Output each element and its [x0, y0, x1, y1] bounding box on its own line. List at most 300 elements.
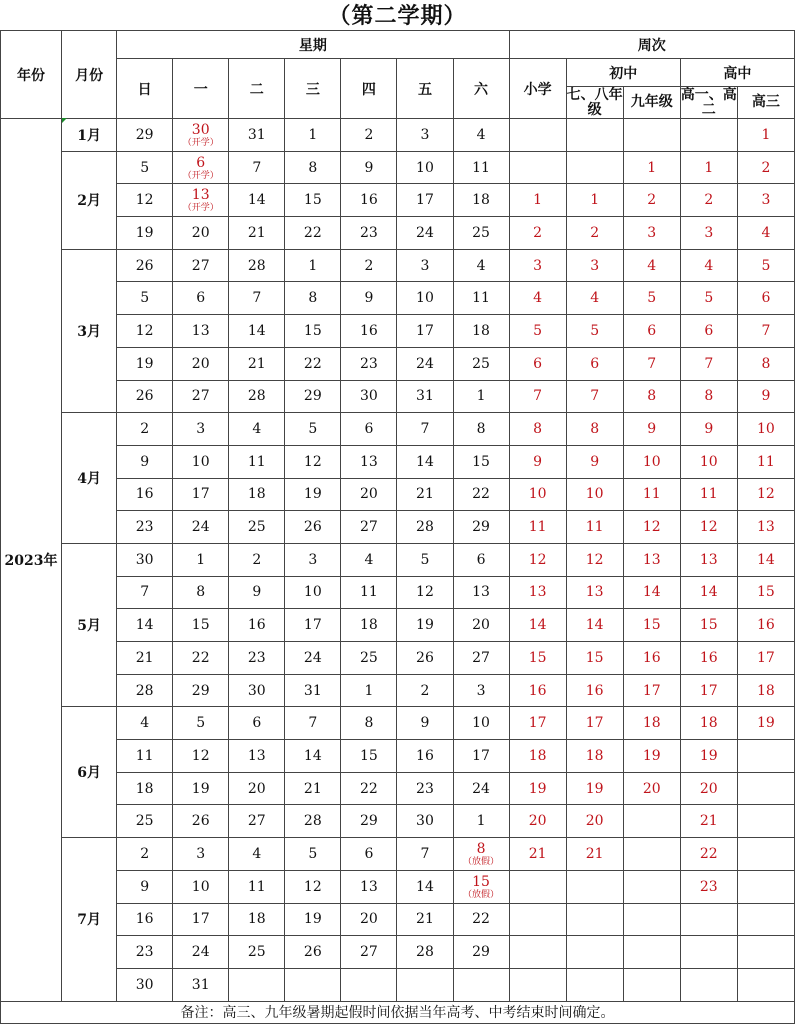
day-cell: 17 — [453, 740, 509, 773]
day-cell: 21 — [117, 642, 173, 675]
week-number-cell: 17 — [737, 642, 794, 675]
week-number-cell: 15 — [623, 609, 680, 642]
week-number-cell: 8 — [680, 380, 737, 413]
day-cell: 22 — [341, 772, 397, 805]
week-number-cell — [737, 805, 794, 838]
day-cell: 6 — [229, 707, 285, 740]
table-row — [1, 576, 795, 609]
week-number-cell: 6 — [680, 315, 737, 348]
day-cell: 26 — [117, 380, 173, 413]
week-number-cell: 2 — [509, 217, 566, 250]
header-primary: 小学 — [509, 59, 566, 119]
day-cell: 20 — [173, 347, 229, 380]
day-cell: 3 — [173, 838, 229, 871]
day-cell: 3 — [397, 119, 453, 152]
day-cell: 7 — [397, 413, 453, 446]
month-cell: 4月 — [62, 413, 117, 544]
week-number-cell: 5 — [566, 315, 623, 348]
day-cell: 27 — [229, 805, 285, 838]
day-cell: 27 — [341, 511, 397, 544]
day-cell: 29 — [341, 805, 397, 838]
week-number-cell: 10 — [680, 445, 737, 478]
week-number-cell: 7 — [680, 347, 737, 380]
day-cell: 28 — [397, 936, 453, 969]
day-cell: 8 — [341, 707, 397, 740]
day-cell: 25 — [341, 642, 397, 675]
week-number-cell: 2 — [737, 151, 794, 184]
day-cell: 10 — [173, 870, 229, 903]
header-day-mon: 一 — [173, 59, 229, 119]
week-number-cell — [566, 870, 623, 903]
day-cell: 31 — [397, 380, 453, 413]
header-day-tue: 二 — [229, 59, 285, 119]
day-cell: 29 — [453, 936, 509, 969]
week-number-cell — [509, 968, 566, 1001]
week-number-cell: 5 — [509, 315, 566, 348]
day-cell: 7 — [229, 151, 285, 184]
day-cell: 10 — [173, 445, 229, 478]
day-cell: 18 — [117, 772, 173, 805]
week-number-cell: 19 — [509, 772, 566, 805]
table-row — [1, 642, 795, 675]
week-number-cell: 18 — [566, 740, 623, 773]
week-number-cell: 12 — [509, 543, 566, 576]
week-number-cell — [509, 903, 566, 936]
week-number-cell — [737, 903, 794, 936]
day-cell: 9 — [341, 282, 397, 315]
day-cell: 31 — [285, 674, 341, 707]
day-cell: 31 — [229, 119, 285, 152]
day-cell: 28 — [285, 805, 341, 838]
day-cell: 2 — [117, 413, 173, 446]
day-cell: 1 — [285, 119, 341, 152]
day-cell: 27 — [173, 380, 229, 413]
day-cell: 7 — [229, 282, 285, 315]
day-cell: 5 — [285, 413, 341, 446]
day-cell: 12 — [285, 445, 341, 478]
table-row — [1, 380, 795, 413]
day-number: 15 — [472, 873, 490, 890]
day-cell: 25 — [453, 347, 509, 380]
day-cell: 17 — [173, 903, 229, 936]
table-row — [1, 805, 795, 838]
day-cell — [173, 151, 229, 184]
week-number-cell: 15 — [509, 642, 566, 675]
week-number-cell: 18 — [737, 674, 794, 707]
day-cell: 4 — [229, 413, 285, 446]
week-number-cell — [566, 936, 623, 969]
day-cell: 24 — [285, 642, 341, 675]
header-day-thu: 四 — [341, 59, 397, 119]
day-cell: 25 — [229, 936, 285, 969]
day-cell: 14 — [397, 445, 453, 478]
day-cell: 26 — [285, 511, 341, 544]
day-cell: 24 — [453, 772, 509, 805]
day-cell: 24 — [173, 936, 229, 969]
day-cell: 11 — [453, 151, 509, 184]
day-number: 6 — [196, 154, 206, 171]
week-number-cell: 11 — [566, 511, 623, 544]
day-cell: 13 — [453, 576, 509, 609]
day-cell: 5 — [285, 838, 341, 871]
day-cell: 5 — [117, 282, 173, 315]
month-cell: 7月 — [62, 838, 117, 1001]
day-cell: 1 — [453, 805, 509, 838]
week-number-cell: 16 — [680, 642, 737, 675]
week-number-cell: 10 — [623, 445, 680, 478]
week-number-cell: 14 — [737, 543, 794, 576]
day-cell: 13 — [229, 740, 285, 773]
day-cell: 9 — [397, 707, 453, 740]
table-row — [1, 543, 795, 576]
day-cell: 8 — [285, 282, 341, 315]
day-cell: 14 — [229, 315, 285, 348]
day-cell: 30 — [117, 968, 173, 1001]
day-cell: 9 — [117, 445, 173, 478]
week-number-cell — [566, 151, 623, 184]
day-cell: 17 — [397, 315, 453, 348]
week-number-cell — [737, 936, 794, 969]
week-number-cell — [623, 903, 680, 936]
week-number-cell — [623, 119, 680, 152]
week-number-cell: 20 — [623, 772, 680, 805]
week-number-cell — [737, 772, 794, 805]
day-cell: 9 — [229, 576, 285, 609]
day-cell: 19 — [285, 478, 341, 511]
day-cell: 23 — [341, 347, 397, 380]
calendar-table — [0, 30, 795, 1024]
week-number-cell: 17 — [680, 674, 737, 707]
day-cell: 31 — [173, 968, 229, 1001]
week-number-cell: 15 — [737, 576, 794, 609]
day-cell: 16 — [341, 315, 397, 348]
week-number-cell: 6 — [737, 282, 794, 315]
day-cell: 29 — [453, 511, 509, 544]
day-cell: 26 — [397, 642, 453, 675]
week-number-cell — [509, 151, 566, 184]
day-cell: 29 — [117, 119, 173, 152]
day-cell: 3 — [397, 249, 453, 282]
day-cell: 27 — [453, 642, 509, 675]
week-number-cell: 4 — [566, 282, 623, 315]
day-cell: 13 — [341, 870, 397, 903]
day-cell: 22 — [173, 642, 229, 675]
day-cell: 12 — [117, 315, 173, 348]
week-number-cell — [680, 119, 737, 152]
day-cell: 18 — [453, 315, 509, 348]
table-row — [1, 119, 795, 152]
day-cell: 1 — [341, 674, 397, 707]
month-cell: 6月 — [62, 707, 117, 838]
day-cell: 21 — [397, 903, 453, 936]
day-cell: 15 — [173, 609, 229, 642]
table-row — [1, 478, 795, 511]
table-row — [1, 347, 795, 380]
day-cell: 1 — [453, 380, 509, 413]
week-number-cell: 11 — [737, 445, 794, 478]
day-cell: 12 — [397, 576, 453, 609]
week-number-cell: 12 — [737, 478, 794, 511]
week-number-cell — [623, 936, 680, 969]
table-row — [1, 707, 795, 740]
day-cell: 19 — [397, 609, 453, 642]
day-cell: 28 — [229, 249, 285, 282]
week-number-cell — [509, 870, 566, 903]
week-number-cell: 5 — [680, 282, 737, 315]
day-cell: 14 — [117, 609, 173, 642]
day-cell: 6 — [341, 838, 397, 871]
week-number-cell: 13 — [737, 511, 794, 544]
week-number-cell: 3 — [680, 217, 737, 250]
day-cell: 1 — [285, 249, 341, 282]
week-number-cell: 19 — [680, 740, 737, 773]
page-title: （第二学期） — [328, 3, 467, 29]
day-cell: 15 — [285, 184, 341, 217]
day-cell: 25 — [117, 805, 173, 838]
day-number: 8 — [476, 840, 486, 857]
day-cell: 6 — [173, 282, 229, 315]
week-number-cell: 12 — [623, 511, 680, 544]
week-number-cell: 14 — [509, 609, 566, 642]
week-number-cell: 1 — [623, 151, 680, 184]
day-cell: 19 — [285, 903, 341, 936]
day-cell: 30 — [341, 380, 397, 413]
day-cell: 23 — [397, 772, 453, 805]
week-number-cell: 15 — [680, 609, 737, 642]
day-number: 30 — [191, 121, 210, 138]
day-cell: 19 — [173, 772, 229, 805]
day-cell: 30 — [397, 805, 453, 838]
week-number-cell: 17 — [623, 674, 680, 707]
day-cell: 2 — [341, 119, 397, 152]
table-row — [1, 217, 795, 250]
header-day-sun: 日 — [117, 59, 173, 119]
day-cell: 2 — [341, 249, 397, 282]
day-cell: 21 — [229, 347, 285, 380]
day-cell: 2 — [117, 838, 173, 871]
week-number-cell: 4 — [737, 217, 794, 250]
day-cell: 8 — [453, 413, 509, 446]
week-number-cell: 13 — [566, 576, 623, 609]
week-number-cell — [737, 838, 794, 871]
day-cell: 11 — [453, 282, 509, 315]
week-number-cell: 4 — [623, 249, 680, 282]
week-number-cell: 6 — [509, 347, 566, 380]
week-number-cell: 2 — [566, 217, 623, 250]
week-number-cell: 3 — [509, 249, 566, 282]
header-senior: 高中 — [680, 59, 794, 87]
day-cell: 20 — [341, 478, 397, 511]
table-row — [1, 315, 795, 348]
week-number-cell: 19 — [737, 707, 794, 740]
week-number-cell: 21 — [566, 838, 623, 871]
week-number-cell: 7 — [509, 380, 566, 413]
week-number-cell: 8 — [737, 347, 794, 380]
day-cell: 10 — [453, 707, 509, 740]
week-number-cell: 18 — [623, 707, 680, 740]
table-row — [1, 968, 795, 1001]
day-cell: 30 — [229, 674, 285, 707]
week-number-cell: 11 — [509, 511, 566, 544]
week-number-cell: 7 — [737, 315, 794, 348]
day-cell: 24 — [397, 217, 453, 250]
day-cell: 22 — [285, 217, 341, 250]
header-day-wed: 三 — [285, 59, 341, 119]
day-cell: 11 — [229, 445, 285, 478]
day-cell: 3 — [173, 413, 229, 446]
day-cell — [453, 968, 509, 1001]
day-cell: 14 — [229, 184, 285, 217]
day-cell: 18 — [229, 478, 285, 511]
header-junior: 初中 — [566, 59, 680, 87]
week-number-cell: 3 — [623, 217, 680, 250]
header-grade9: 九年级 — [623, 87, 680, 119]
day-cell: 4 — [453, 249, 509, 282]
week-number-cell: 9 — [737, 380, 794, 413]
day-note: （开学） — [182, 137, 219, 148]
week-number-cell: 13 — [680, 543, 737, 576]
day-cell: 27 — [341, 936, 397, 969]
day-cell: 29 — [285, 380, 341, 413]
day-cell — [285, 968, 341, 1001]
day-cell: 26 — [285, 936, 341, 969]
table-row — [1, 184, 795, 217]
day-cell: 16 — [341, 184, 397, 217]
header-senior12: 高一、高二 — [680, 86, 737, 118]
day-cell: 3 — [285, 543, 341, 576]
day-cell: 5 — [117, 151, 173, 184]
day-cell: 17 — [397, 184, 453, 217]
month-cell: 3月 — [62, 249, 117, 412]
day-cell: 27 — [173, 249, 229, 282]
day-cell: 10 — [397, 151, 453, 184]
week-number-cell — [509, 119, 566, 152]
week-number-cell: 14 — [566, 609, 623, 642]
day-number: 13 — [191, 187, 210, 204]
table-row — [1, 740, 795, 773]
week-number-cell: 16 — [623, 642, 680, 675]
week-number-cell: 8 — [623, 380, 680, 413]
day-cell: 7 — [285, 707, 341, 740]
day-cell: 19 — [117, 217, 173, 250]
week-number-cell: 1 — [509, 184, 566, 217]
cell-marker-icon — [62, 118, 67, 123]
day-cell: 4 — [229, 838, 285, 871]
day-cell: 25 — [229, 511, 285, 544]
header-day-sat: 六 — [453, 59, 509, 119]
header-grade78: 七、八年级 — [566, 86, 623, 118]
week-number-cell: 21 — [509, 838, 566, 871]
week-number-cell: 8 — [566, 413, 623, 446]
table-row — [1, 936, 795, 969]
week-number-cell — [737, 968, 794, 1001]
year-cell: 2023年 — [1, 119, 62, 1002]
week-number-cell: 19 — [566, 772, 623, 805]
day-cell: 28 — [229, 380, 285, 413]
day-cell: 11 — [341, 576, 397, 609]
day-cell: 12 — [285, 870, 341, 903]
week-number-cell: 17 — [566, 707, 623, 740]
day-note: （放假） — [463, 856, 500, 867]
day-cell: 12 — [117, 184, 173, 217]
day-cell: 3 — [453, 674, 509, 707]
week-number-cell: 13 — [623, 543, 680, 576]
week-number-cell: 20 — [566, 805, 623, 838]
week-number-cell — [680, 968, 737, 1001]
day-cell: 30 — [117, 543, 173, 576]
table-row — [1, 772, 795, 805]
week-number-cell: 4 — [509, 282, 566, 315]
week-number-cell: 9 — [566, 445, 623, 478]
table-row — [1, 413, 795, 446]
table-row — [1, 609, 795, 642]
week-number-cell — [623, 870, 680, 903]
header-month: 月份 — [62, 31, 117, 119]
day-cell: 16 — [397, 740, 453, 773]
week-number-cell: 18 — [680, 707, 737, 740]
week-number-cell: 23 — [680, 870, 737, 903]
day-cell: 28 — [117, 674, 173, 707]
day-cell: 16 — [229, 609, 285, 642]
week-number-cell — [680, 903, 737, 936]
day-cell: 13 — [173, 315, 229, 348]
header-week-group: 周次 — [509, 31, 794, 59]
week-number-cell: 5 — [737, 249, 794, 282]
table-row — [1, 903, 795, 936]
day-cell: 16 — [117, 478, 173, 511]
day-cell: 23 — [341, 217, 397, 250]
week-number-cell: 3 — [566, 249, 623, 282]
day-cell: 29 — [173, 674, 229, 707]
week-number-cell: 4 — [680, 249, 737, 282]
day-cell: 22 — [453, 478, 509, 511]
week-number-cell — [566, 119, 623, 152]
day-cell: 17 — [285, 609, 341, 642]
day-cell: 26 — [117, 249, 173, 282]
week-number-cell: 7 — [566, 380, 623, 413]
day-note: （开学） — [182, 170, 219, 181]
day-cell: 4 — [341, 543, 397, 576]
week-number-cell: 14 — [623, 576, 680, 609]
week-number-cell: 11 — [680, 478, 737, 511]
week-number-cell: 8 — [509, 413, 566, 446]
week-number-cell: 7 — [623, 347, 680, 380]
week-number-cell: 2 — [623, 184, 680, 217]
week-number-cell: 20 — [680, 772, 737, 805]
day-cell: 18 — [453, 184, 509, 217]
day-cell: 20 — [453, 609, 509, 642]
month-cell: 1月 — [62, 119, 117, 152]
week-number-cell: 1 — [737, 119, 794, 152]
day-cell: 7 — [117, 576, 173, 609]
week-number-cell — [509, 936, 566, 969]
day-cell — [453, 838, 509, 871]
day-cell: 13 — [341, 445, 397, 478]
day-cell: 5 — [397, 543, 453, 576]
week-number-cell: 19 — [623, 740, 680, 773]
day-cell: 18 — [341, 609, 397, 642]
day-cell — [341, 968, 397, 1001]
day-cell: 26 — [173, 805, 229, 838]
day-cell: 5 — [173, 707, 229, 740]
day-cell: 14 — [397, 870, 453, 903]
week-number-cell: 6 — [623, 315, 680, 348]
day-cell: 23 — [229, 642, 285, 675]
day-cell: 15 — [453, 445, 509, 478]
day-cell: 22 — [453, 903, 509, 936]
week-number-cell: 9 — [509, 445, 566, 478]
week-number-cell — [623, 968, 680, 1001]
